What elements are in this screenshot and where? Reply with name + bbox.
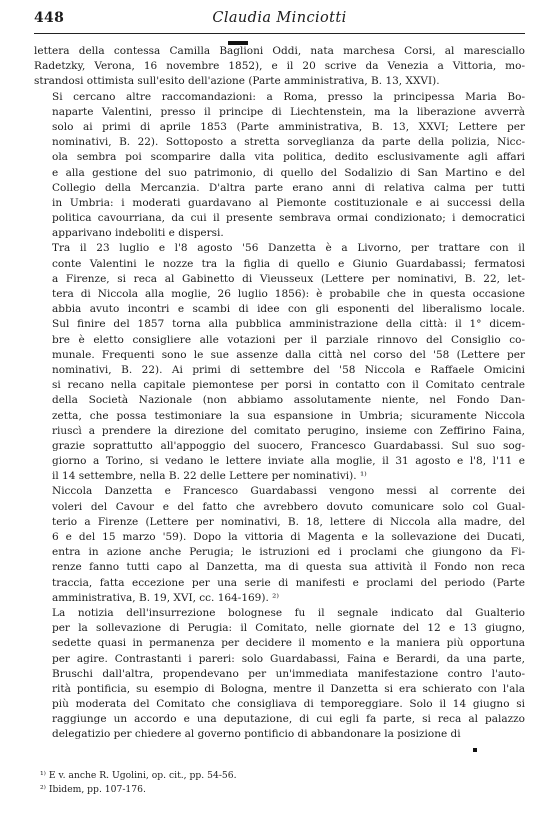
text-line: per la sollevazione di Perugia: il Comitato, nelle giornate del 12 e 13 giugno, bbox=[52, 622, 525, 635]
paragraph bbox=[34, 484, 525, 606]
text-line: si recano nella capitale piemontese per porsi in contatto con il Comitato centrale bbox=[52, 379, 525, 392]
text-line: entra in azione anche Perugia; le istruzioni ed i proclami che giungono da Fi- bbox=[52, 546, 525, 559]
footnotes bbox=[40, 769, 237, 797]
text-line: Niccola Danzetta e Francesco Guardabassi vengono messi al corrente dei bbox=[52, 485, 525, 498]
text-line: 6 e del 15 marzo '59). Dopo la vittoria di Magenta e la sollevazione dei Ducati, bbox=[52, 531, 525, 543]
text-line: delegatizio per chiedere al governo pontificio di abbandonare la posizione di bbox=[52, 728, 461, 741]
text-line: e alla gestione del suo patrimonio, di quello del Sodalizio di San Martino e del bbox=[52, 166, 525, 179]
text-line: Si cercano altre raccomandazioni: a Roma, presso la principessa Maria Bo- bbox=[52, 90, 525, 103]
text-line: Bruschi dall'altra, propendevano per un'immediata manifestazione contro l'auto- bbox=[52, 667, 525, 680]
text-line: abbia avuto incontri e scambi di idee con gli esponenti del liberalismo locale. bbox=[52, 303, 525, 316]
text-line: sedette quasi in permanenza per decidere il momento e la maniera più opportuna bbox=[52, 637, 525, 650]
text-line: riuscì a prendere la direzione del comitato perugino, insieme con Zeffirino Faina, bbox=[52, 424, 525, 437]
text-line: naparte Valentini, presso il principe di Liechtenstein, ma la liberazione avverrà bbox=[52, 105, 525, 118]
text-line: per agire. Contrastanti i pareri: solo Guardabassi, Faina e Berardi, da una parte, bbox=[52, 652, 525, 665]
text-line: lettera della contessa Camilla Baglioni Oddi, nata marchesa Corsi, al maresciallo bbox=[34, 45, 525, 57]
page-number: 448 bbox=[34, 10, 65, 26]
text-line: Radetzky, Verona, 16 novembre 1852), e il 20 scrive da Venezia a Vittoria, mo- bbox=[34, 60, 525, 73]
footnote: ²⁾ Ibidem, pp. 107-176. bbox=[40, 784, 146, 795]
text-line: giorno a Torino, si vedano le lettere inviate alla moglie, il 31 agosto e l'8, l'11 e bbox=[52, 455, 525, 468]
text-line: nominativi, B. 22). Sottoposto a stretta sorveglianza da parte della polizia, Nicc- bbox=[52, 136, 525, 149]
text-line: strandosi ottimista sull'esito dell'azione (Parte amministrativa, B. 13, XXVI). bbox=[34, 75, 440, 88]
running-head-author: Claudia Minciotti bbox=[212, 10, 347, 26]
header-rule bbox=[34, 33, 525, 34]
scan-dot bbox=[473, 748, 477, 752]
text-line: terio a Firenze (Lettere per nominativi, B. 18, lettere di Niccola alla madre, del bbox=[52, 515, 525, 528]
text-line: La notizia dell'insurrezione bolognese fu il segnale indicato dal Gualterio bbox=[52, 606, 525, 619]
text-line: renze fanno tutti capo al Danzetta, ma di questa sua attività il Fondo non reca bbox=[52, 561, 525, 574]
body-text bbox=[34, 44, 525, 743]
text-line: in Umbria: i moderati guardavano al Piemonte costituzionale e ai successi della bbox=[52, 196, 525, 209]
text-line: più moderata del Comitato che consigliava di temporeggiare. Solo il 14 giugno si bbox=[52, 698, 525, 711]
text-line: raggiunge un accordo e una deputazione, di cui egli fa parte, si reca al palazzo bbox=[52, 713, 525, 726]
paragraph bbox=[34, 606, 525, 743]
text-line: a Firenze, si reca al Gabinetto di Vieusseux (Lettere per nominativi, B. 22, let- bbox=[52, 272, 525, 285]
text-line: conte Valentini le nozze tra la figlia di quello e Giunio Guardabassi; fermatosi bbox=[52, 257, 525, 270]
text-line: zetta, che possa testimoniare la sua espansione in Umbria; sicuramente Niccola bbox=[52, 409, 525, 422]
text-line: traccia, fatta eccezione per una serie di manifesti e proclami del periodo (Parte bbox=[52, 576, 525, 589]
text-line: amministrativa, B. 19, XVI, cc. 164-169). ²⁾ bbox=[52, 591, 279, 604]
paragraph bbox=[34, 241, 525, 484]
text-line: tera di Niccola alla moglie, 26 luglio 1856): è probabile che in questa occasione bbox=[52, 288, 525, 300]
text-line: solo ai primi di aprile 1853 (Parte amministrativa, B. 13, XXVI; Lettere per bbox=[52, 120, 525, 133]
text-line: della Società Nazionale (non abbiamo assolutamente niente, nel Fondo Dan- bbox=[52, 394, 525, 407]
text-line: voleri del Cavour e del fatto che avrebbero dovuto comunicare solo col Gual- bbox=[52, 500, 525, 513]
text-line: Sul finire del 1857 torna alla pubblica amministrazione della città: il 1° dicem- bbox=[52, 318, 525, 331]
text-line: rità pontificia, su esempio di Bologna, mentre il Danzetta si era schierato con l'ala bbox=[52, 682, 525, 695]
text-line: bre è eletto consigliere alle votazioni per il parziale rinnovo del Consiglio co- bbox=[52, 333, 525, 346]
text-line: Collegio della Mercanzia. D'altra parte erano anni di relativa calma per tutti bbox=[52, 181, 525, 194]
text-line: il 14 settembre, nella B. 22 delle Lettere per nominativi). ¹⁾ bbox=[52, 470, 367, 483]
text-line: ola sembra poi scomparire dalla vita politica, dedito esclusivamente agli affari bbox=[52, 151, 525, 164]
footnote: ¹⁾ E v. anche R. Ugolini, op. cit., pp. 54-56. bbox=[40, 770, 237, 781]
paragraph bbox=[34, 44, 525, 90]
text-line: nominativi, B. 22). Ai primi di settembre del '58 Niccola e Raffaele Omicini bbox=[52, 363, 525, 376]
text-line: politica cavourriana, da cui il presente sembrava ormai condizionato; i democratici bbox=[52, 212, 525, 225]
text-line: Tra il 23 luglio e l'8 agosto '56 Danzetta è a Livorno, per trattare con il bbox=[52, 242, 525, 255]
running-head bbox=[34, 10, 525, 32]
text-line: munale. Frequenti sono le sue assenze dalla città nel corso del '58 (Lettere per bbox=[52, 348, 525, 361]
paragraph bbox=[34, 90, 525, 242]
text-line: grazie soprattutto all'appoggio del suocero, Francesco Guardabassi. Sul suo sog- bbox=[52, 439, 525, 452]
text-line: apparivano indeboliti e dispersi. bbox=[52, 227, 224, 240]
